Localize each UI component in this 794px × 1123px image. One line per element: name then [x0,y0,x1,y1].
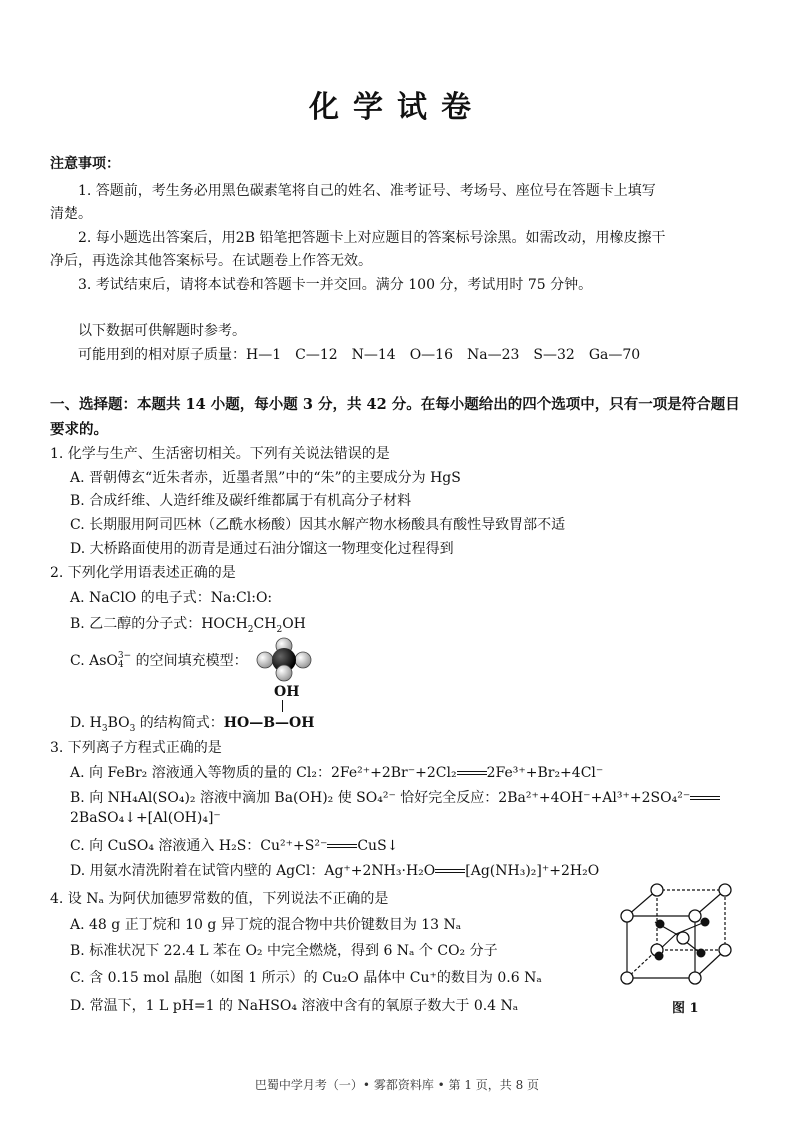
page-footer: 巴蜀中学月考（一）• 雾都资料库 • 第 1 页，共 8 页 [254,1078,540,1092]
q4-option-b: B. 标准状况下 22.4 L 苯在 O₂ 中完全燃烧，得到 6 Nₐ 个 CO₂ 分子 [70,943,498,959]
boric-acid-formula: HO—B—OH [223,715,315,731]
q3-option-c-left: C. 向 CuSO₄ 溶液通入 H₂S：Cu²⁺+S²⁻ [70,838,328,854]
q2-option-d-oh: OH [274,684,300,700]
q2-option-d-mid: BO [107,715,130,731]
q4-stem: 4. 设 Nₐ 为阿伏加德罗常数的值，下列说法不正确的是 [50,891,389,907]
q2-option-b-tail: CH [253,616,277,632]
q2-option-b-end: OH [282,616,306,632]
q3-option-c-right: CuS↓ [357,838,399,854]
q3-option-d-right: [Ag(NH₃)₂]⁺+2H₂O [465,863,600,879]
q2-stem: 2. 下列化学用语表述正确的是 [50,565,236,581]
q2-option-b-label: B. 乙二醇的分子式：HOCH [70,616,248,632]
equals-sign-icon [457,768,487,778]
q3-option-d-left: D. 用氨水清洗附着在试管内壁的 AgCl：Ag⁺+2NH₃·H₂O [70,863,436,879]
q2-option-a-label: A. NaClO 的电子式： [70,590,211,606]
q1-option-b: B. 合成纤维、人造纤维及碳纤维都属于有机高分子材料 [70,493,412,509]
q4-option-a: A. 48 g 正丁烷和 10 g 异丁烷的混合物中共价键数目为 13 Nₐ [70,917,462,933]
equals-sign-icon [327,841,357,851]
q2-option-c: C. AsO3− 4 的空间填充模型： [70,651,248,670]
q3-option-a [70,762,603,782]
atomic-masses: 可能用到的相对原子质量：H—1 C—12 N—14 O—16 Na—23 S—32 Ga—70 [78,347,641,363]
note-1-line-1: 1. 答题前，考生务必用黑色碳素笔将自己的姓名、准考证号、考场号、座位号在答题卡上填写 [78,183,656,199]
q2-option-a [70,587,272,607]
note-2-line-1: 2. 每小题选出答案后，用2B 铅笔把答题卡上对应题目的答案标号涂黑。如需改动，用橡皮擦干 [78,230,666,246]
q2-option-d: D. $H_3BO_3$ 的结构简式：HO—B—OH [70,715,315,734]
notes-heading: 注意事项： [50,156,120,172]
q4-option-d: D. 常温下，1 L pH=1 的 NaHSO₄ 溶液中含有的氧原子数大于 0.4 Nₐ [70,998,519,1014]
q3-option-b-line-2: 2BaSO₄↓+[Al(OH)₄]⁻ [70,810,221,826]
figure-1-caption: 图 1 [672,1001,699,1016]
page-title: 化学试卷 [309,90,485,125]
q3-option-a-left: A. 向 FeBr₂ 溶液通入等物质的量的 Cl₂：2Fe²⁺+2Br⁻+2Cl₂ [70,765,457,781]
q3-option-b [70,787,720,807]
boron-bond-line [282,700,283,712]
q1-option-a: A. 晋朝傅玄“近朱者赤，近墨者黑”中的“朱”的主要成分为 HgS [70,470,461,486]
note-2-line-2: 净后，再选涂其他答案标号。在试题卷上作答无效。 [50,253,372,269]
reference-intro: 以下数据可供解题时参考。 [78,323,246,339]
q4-option-c: C. 含 0.15 mol 晶胞（如图 1 所示）的 Cu₂O 晶体中 Cu⁺的数目为 0.6 Nₐ [70,970,542,986]
q1-stem: 1. 化学与生产、生活密切相关。下列有关说法错误的是 [50,446,390,462]
q1-option-c: C. 长期服用阿司匹林（乙酰水杨酸）因其水解产物水杨酸具有酸性导致胃部不适 [70,517,566,533]
q1-option-d: D. 大桥路面使用的沥青是通过石油分馏这一物理变化过程得到 [70,541,454,557]
q2-option-d-tail: 的结构简式： [135,715,224,731]
section-heading: 一、选择题：本题共 14 小题，每小题 3 分，共 42 分。在每小题给出的四个选项中，只有一项是符合题目要求的。 [50,396,740,438]
q3-option-d [70,860,599,880]
q2-option-d-label: D. H [70,715,102,731]
q3-stem: 3. 下列离子方程式正确的是 [50,740,222,756]
unit-cell-figure [615,880,740,990]
equals-sign-icon [435,866,465,876]
equals-sign-icon [690,793,720,803]
q2-option-c-label: C. AsO [70,653,118,669]
note-3: 3. 考试结束后，请将本试卷和答题卡一并交回。满分 100 分，考试用时 75 分钟。 [78,277,593,293]
space-filling-model-illustration [255,636,315,682]
q3-option-b-line-1: B. 向 NH₄Al(SO₄)₂ 溶液中滴加 Ba(OH)₂ 使 SO₄²⁻ 恰好完全反应：2Ba²⁺+4OH⁻+Al³⁺+2SO₄²⁻ [70,790,691,806]
q3-option-a-right: 2Fe³⁺+Br₂+4Cl⁻ [486,765,604,781]
q3-option-c [70,835,398,855]
q2-option-b: B. 乙二醇的分子式：$HOCH_2CH_2OH$ [70,616,306,635]
naclo-electron-formula: Na:Cl:O: [210,590,273,606]
note-1-line-2: 清楚。 [50,206,92,222]
q2-option-c-tail: 的空间填充模型： [131,653,248,669]
